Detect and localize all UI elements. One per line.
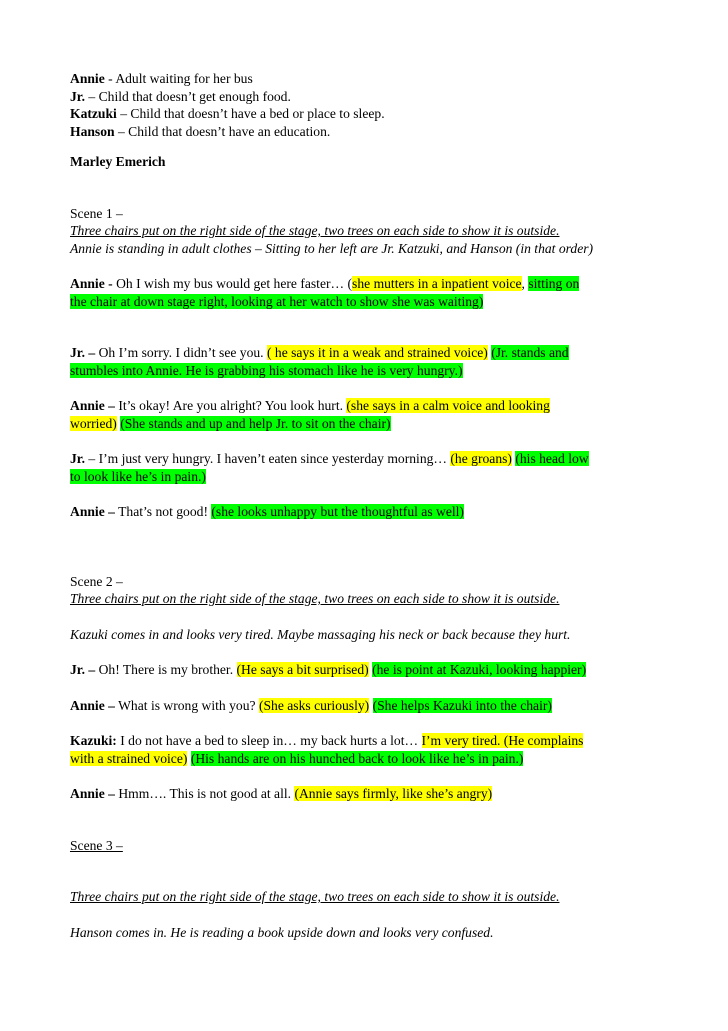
- cast-name: Katzuki: [70, 106, 117, 121]
- stage-direction-yellow: (Annie says firmly, like she’s angry): [294, 786, 493, 801]
- stage-direction-yellow: (she says in a calm voice and looking: [346, 398, 550, 413]
- dialogue-block: [70, 503, 670, 521]
- cast-description: – Child that doesn’t have a bed or place to sleep.: [116, 106, 385, 121]
- dialogue-block: [70, 697, 670, 715]
- stage-direction-yellow: worried): [70, 415, 117, 431]
- dialogue-text: Hmm…. This is not good at all.: [114, 786, 295, 801]
- speaker: Kazuki:: [70, 733, 117, 748]
- stage-direction-green: the chair at down stage right, looking at her watch to show she was waiting): [70, 293, 484, 309]
- stage-direction-yellow: she mutters in a inpatient voice: [352, 276, 522, 291]
- stage-direction-green: (she looks unhappy but the thoughtful as well): [211, 504, 464, 519]
- speaker: Jr.: [70, 451, 85, 466]
- dialogue-block: [70, 732, 670, 767]
- stage-direction-green: (She helps Kazuki into the chair): [372, 697, 552, 713]
- cast-item-hanson: [70, 123, 670, 141]
- stage-direction-green: (His hands are on his hunched back to look like he’s in pain.): [190, 750, 524, 766]
- cast-name: Jr.: [70, 88, 85, 104]
- dialogue-text: Oh I’m sorry. I didn’t see you.: [95, 345, 267, 360]
- dialogue-text: That’s not good!: [114, 504, 212, 519]
- scene1-direction-2: Annie is standing in adult clothes – Sitting to her left are Jr. Katzuki, and Hanson (in that order): [70, 240, 594, 256]
- speaker: Annie –: [70, 398, 115, 413]
- dialogue-text: I do not have a bed to sleep in… my back hurts a lot…: [116, 733, 422, 748]
- stage-direction-green: (Jr. stands and: [491, 345, 569, 360]
- cast-description: – Child that doesn’t have an education.: [114, 123, 331, 139]
- dialogue-block: [70, 661, 670, 679]
- stage-direction-green: (his head low: [515, 451, 589, 466]
- dialogue-block: [70, 397, 670, 432]
- dialogue-text: Oh! There is my brother.: [95, 662, 237, 677]
- cast-item-annie: [70, 70, 670, 88]
- scene2-direction: Three chairs put on the right side of the stage, two trees on each side to show it is outside.: [70, 591, 560, 606]
- scene3-direction-2: Hanson comes in. He is reading a book upside down and looks very confused.: [70, 924, 494, 940]
- speaker: Jr. –: [70, 662, 96, 677]
- stage-direction-yellow: ( he says it in a weak and strained voice): [266, 345, 488, 360]
- stage-direction-yellow: (he groans): [450, 451, 512, 466]
- cast-item-jr: [70, 88, 670, 106]
- scene2-direction-2: Kazuki comes in and looks very tired. Maybe massaging his neck or back because they hurt.: [70, 626, 571, 642]
- dialogue-block: [70, 450, 670, 485]
- stage-direction-green: stumbles into Annie. He is grabbing his stomach like he is very hungry.): [70, 362, 463, 378]
- stage-direction-yellow: with a strained voice): [70, 750, 188, 766]
- scene1-direction: Three chairs put on the right side of the stage, two trees on each side to show it is outside.: [70, 223, 560, 238]
- scene3-direction: Three chairs put on the right side of the stage, two trees on each side to show it is outside.: [70, 889, 560, 904]
- speaker: Annie –: [70, 786, 115, 801]
- dialogue-text: It’s okay! Are you alright? You look hurt.: [114, 398, 347, 413]
- stage-direction-green: (She stands and up and help Jr. to sit on the chair): [120, 415, 391, 431]
- scene2-heading: Scene 2 –: [70, 573, 123, 589]
- stage-direction-yellow: (She asks curiously): [258, 697, 370, 713]
- dialogue-text: Oh I wish my bus would get here faster… (: [112, 276, 353, 291]
- stage-direction-green: to look like he’s in pain.): [70, 468, 206, 484]
- cast-list: [70, 70, 670, 140]
- cast-description: – Child that doesn’t get enough food.: [84, 88, 291, 104]
- scene1-heading: Scene 1 –: [70, 205, 123, 221]
- dialogue-block: [70, 344, 670, 379]
- cast-name: Hanson: [70, 123, 115, 139]
- speaker: Jr. –: [70, 345, 96, 360]
- scene3-heading: Scene 3 –: [70, 837, 123, 853]
- dialogue-block: [70, 275, 670, 310]
- dialogue-block: [70, 785, 670, 803]
- author-name: Marley Emerich: [70, 154, 166, 169]
- cast-description: - Adult waiting for her bus: [104, 71, 253, 86]
- stage-direction-green: sitting on: [528, 276, 580, 291]
- separator: ,: [521, 276, 529, 291]
- cast-item-katzuki: [70, 105, 670, 123]
- dialogue-text: What is wrong with you?: [114, 697, 259, 713]
- script-page: [70, 70, 670, 941]
- speaker: Annie –: [70, 504, 115, 519]
- stage-direction-yellow: I’m very tired. (He complains: [421, 733, 584, 748]
- dialogue-text: – I’m just very hungry. I haven’t eaten since yesterday morning…: [84, 451, 451, 466]
- speaker: Annie -: [70, 276, 113, 291]
- stage-direction-yellow: (He says a bit surprised): [236, 662, 369, 677]
- stage-direction-green: (he is point at Kazuki, looking happier): [372, 662, 587, 677]
- cast-name: Annie: [70, 71, 105, 86]
- speaker: Annie –: [70, 697, 115, 713]
